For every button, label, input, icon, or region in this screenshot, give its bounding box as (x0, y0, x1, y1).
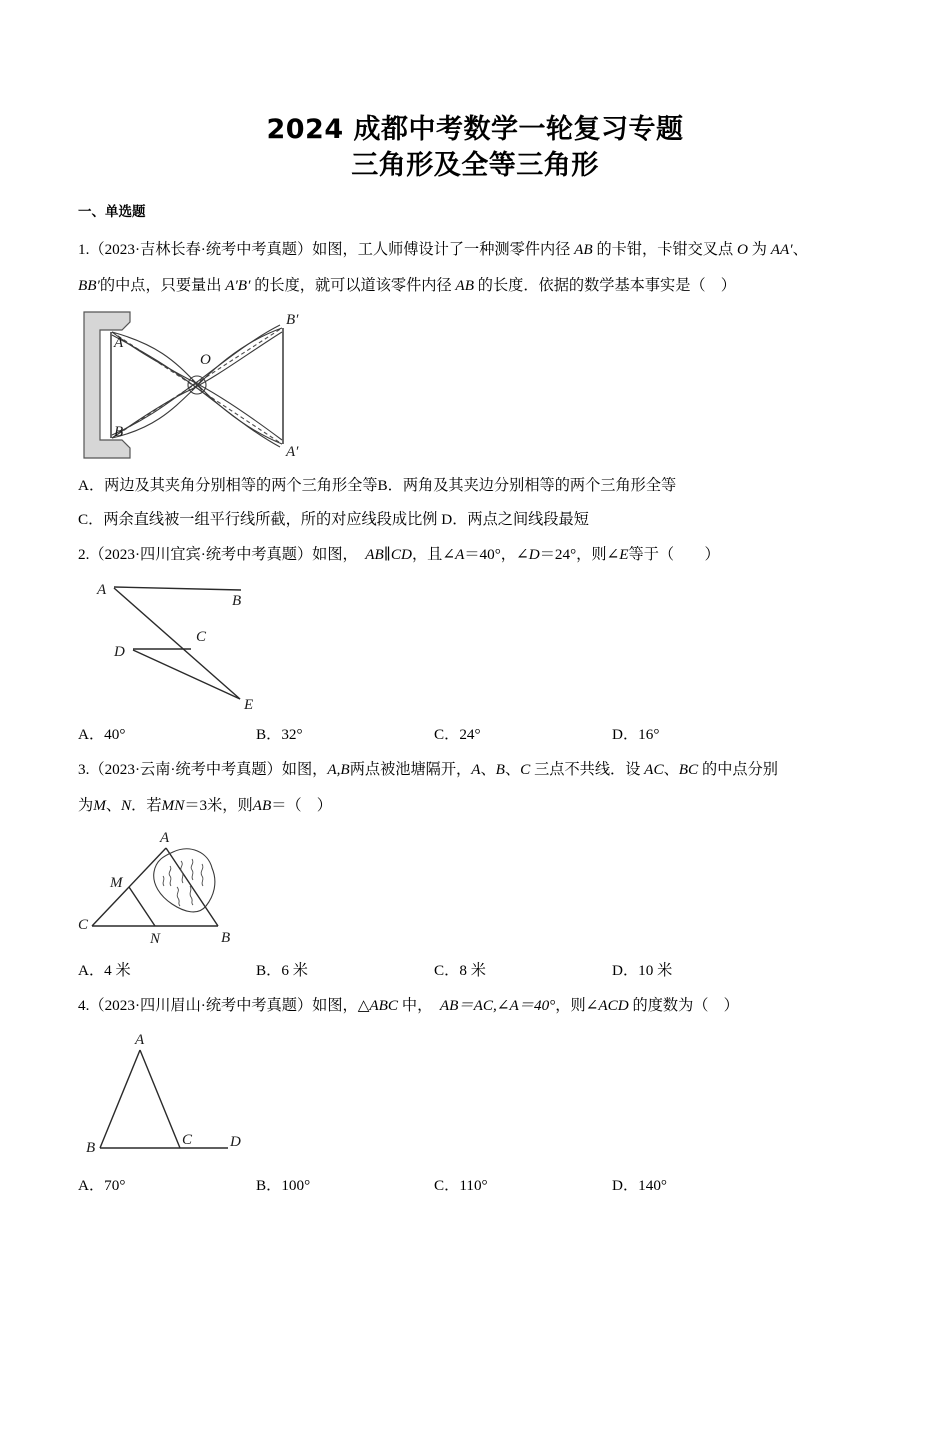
question-4-option-c[interactable]: C．110° (434, 1177, 488, 1194)
q3-text-b: 两点被池塘隔开， (349, 761, 472, 778)
q1-label-bb: BB′ (78, 277, 100, 294)
pond-blob (154, 849, 215, 912)
fig2-label-C: C (196, 629, 207, 645)
question-2 (78, 537, 890, 752)
q4-text-b: 中， (398, 997, 440, 1014)
q2-label-E: E (619, 546, 629, 563)
question-1-options-row-1: A．两边及其夹角分别相等的两个三角形全等B．两角及其夹边分别相等的两个三角形全等 (78, 477, 677, 494)
pond-squiggle-7 (163, 876, 164, 886)
question-1-figure (78, 308, 890, 463)
q1-text-f: 的长度，就可以道该零件内径 (250, 277, 456, 294)
q1-text-g: 的长度．依据的数学基本事实是（ ） (473, 277, 736, 294)
q3-label-ac: AC (644, 761, 664, 778)
q4-text-d: 的度数为（ ） (628, 997, 739, 1014)
q2-label-ab-cd: AB∥CD (365, 546, 412, 563)
q1-label-aa: AA′ (770, 241, 793, 258)
q3-label-ab: A,B (327, 761, 350, 778)
caliper-label-Bprime: B′ (286, 312, 299, 328)
caliper-arm-2-inner (112, 325, 280, 435)
question-4-figure (78, 1028, 890, 1163)
question-1 (78, 232, 890, 537)
question-1-options (78, 469, 890, 537)
parallel-lines-figure (78, 577, 308, 712)
q3-text-d: 、 (504, 761, 521, 778)
q1-label-ab2: A′B′ (225, 277, 251, 294)
q2-text-a: 2.（2023·四川宜宾·统考中考真题）如图， (78, 546, 366, 563)
segment-a-to-c (140, 1050, 180, 1148)
section-heading: 一、单选题 (78, 204, 146, 220)
q2-text-c: ＝40°，∠ (464, 546, 529, 563)
question-4 (78, 988, 890, 1203)
q4-label-acd: ACD (598, 997, 629, 1014)
fig4-label-D: D (230, 1134, 241, 1150)
q1-label-ab3: AB (455, 277, 474, 294)
question-1-options-row-2: C．两余直线被一组平行线所截，所的对应线段成比例 D．两点之间线段最短 (78, 511, 589, 528)
fig4-label-C: C (182, 1132, 193, 1148)
pond-squiggle-3 (191, 859, 193, 880)
question-3-line-1 (78, 752, 890, 788)
fig3-label-C: C (78, 917, 89, 933)
fig3-label-B: B (221, 930, 231, 946)
q3-text-a: 3.（2023·云南·统考中考真题）如图， (78, 761, 328, 778)
question-4-option-b[interactable]: B．100° (256, 1177, 311, 1194)
segment-ab-top (114, 587, 241, 590)
caliper-label-O: O (200, 352, 211, 368)
question-2-option-d[interactable]: D．16° (612, 726, 660, 743)
q3-text-c: 、 (480, 761, 496, 778)
fig2-label-A: A (97, 582, 107, 598)
q1-text-b: 的卡钳，卡钳交叉点 (592, 241, 737, 258)
q3-text-f: 、 (663, 761, 679, 778)
q3-label-ab2: AB (252, 797, 272, 814)
q3-text-g: 的中点分别 (698, 761, 778, 778)
fig4-label-A: A (135, 1032, 145, 1048)
document-body (78, 202, 890, 1203)
q3-label-A: A (471, 761, 481, 778)
q3-label-B: B (495, 761, 505, 778)
fig3-label-A: A (160, 830, 170, 846)
pond-squiggle-1 (169, 866, 171, 886)
fig4-label-B: B (86, 1140, 96, 1156)
q3-text-h: 为 (78, 797, 94, 814)
q1-text-c: 为 (747, 241, 771, 258)
fig3-label-M: M (110, 875, 123, 891)
q3-text-l: ＝（ ） (271, 797, 332, 814)
pond-triangle-figure (78, 828, 288, 948)
caliper-label-B: B (114, 424, 124, 440)
q3-label-N: N (121, 797, 132, 814)
question-2-text (78, 537, 890, 573)
question-3-option-c[interactable]: C．8 米 (434, 962, 486, 979)
question-3-option-d[interactable]: D．10 米 (612, 962, 673, 979)
question-4-options (78, 1169, 890, 1203)
title-line-1: 2024 成都中考数学一轮复习专题 (266, 114, 684, 145)
question-3-option-b[interactable]: B．6 米 (256, 962, 308, 979)
q3-text-j: ．若 (131, 797, 162, 814)
q4-label-triangle-abc: △ABC (357, 997, 399, 1014)
pond-squiggle-5 (177, 887, 180, 906)
fig2-label-B: B (232, 593, 242, 609)
q3-label-mn: MN (161, 797, 185, 814)
q3-label-bc: BC (678, 761, 699, 778)
segment-m-to-n (129, 887, 155, 926)
question-2-figure (78, 577, 890, 712)
question-3 (78, 752, 890, 988)
q1-label-ab: AB (574, 241, 593, 258)
fig2-label-E: E (244, 697, 254, 712)
question-3-figure (78, 828, 890, 948)
question-2-options (78, 718, 890, 752)
question-2-option-c[interactable]: C．24° (434, 726, 481, 743)
segment-b-to-a (100, 1050, 140, 1148)
q2-text-d: ＝24°，则∠ (539, 546, 620, 563)
question-2-option-a[interactable]: A．40° (78, 726, 126, 743)
q4-text-a: 4.（2023·四川眉山·统考中考真题）如图， (78, 997, 358, 1014)
q2-label-A: A (455, 546, 465, 563)
question-4-text (78, 988, 890, 1024)
segment-a-to-e (114, 588, 240, 699)
caliper-label-A: A (114, 335, 124, 351)
q3-label-M: M (93, 797, 106, 814)
caliper-figure (78, 308, 328, 463)
q4-label-ab-ac: AB＝AC,∠A＝40° (439, 997, 556, 1014)
q1-text-a: 1.（2023·吉林长春·统考中考真题）如图，工人师傅设计了一种测零件内径 (78, 241, 575, 258)
question-3-option-a[interactable]: A．4 米 (78, 962, 131, 979)
question-2-option-b[interactable]: B．32° (256, 726, 303, 743)
q2-text-b: ，且∠ (411, 546, 456, 563)
q2-label-D: D (528, 546, 540, 563)
title-line-2: 三角形及全等三角形 (351, 150, 599, 181)
isosceles-triangle-figure (78, 1028, 278, 1163)
q2-text-e: 等于（ ） (628, 546, 720, 563)
question-3-options (78, 954, 890, 988)
fig2-label-D: D (114, 644, 125, 660)
page-title (0, 112, 950, 184)
q3-text-i: 、 (105, 797, 122, 814)
question-1-line-2 (78, 268, 890, 304)
question-1-line-1 (78, 232, 890, 268)
question-3-line-2 (78, 788, 890, 824)
caliper-label-Aprime: A′ (286, 444, 299, 460)
q3-label-C: C (520, 761, 531, 778)
q1-text-d: 、 (792, 241, 808, 258)
pond-squiggle-4 (201, 864, 203, 886)
fig3-label-N: N (150, 931, 161, 947)
q4-text-c: ，则∠ (555, 997, 599, 1014)
q1-text-e: 的中点，只要量出 (99, 277, 226, 294)
question-4-option-d[interactable]: D．140° (612, 1177, 668, 1194)
q3-text-e: 三点不共线．设 (530, 761, 645, 778)
question-4-option-a[interactable]: A．70° (78, 1177, 126, 1194)
document-page (0, 112, 950, 1456)
q1-label-o: O (736, 241, 748, 258)
q3-text-k: ＝3米，则 (184, 797, 253, 814)
segment-d-to-e (133, 650, 240, 699)
